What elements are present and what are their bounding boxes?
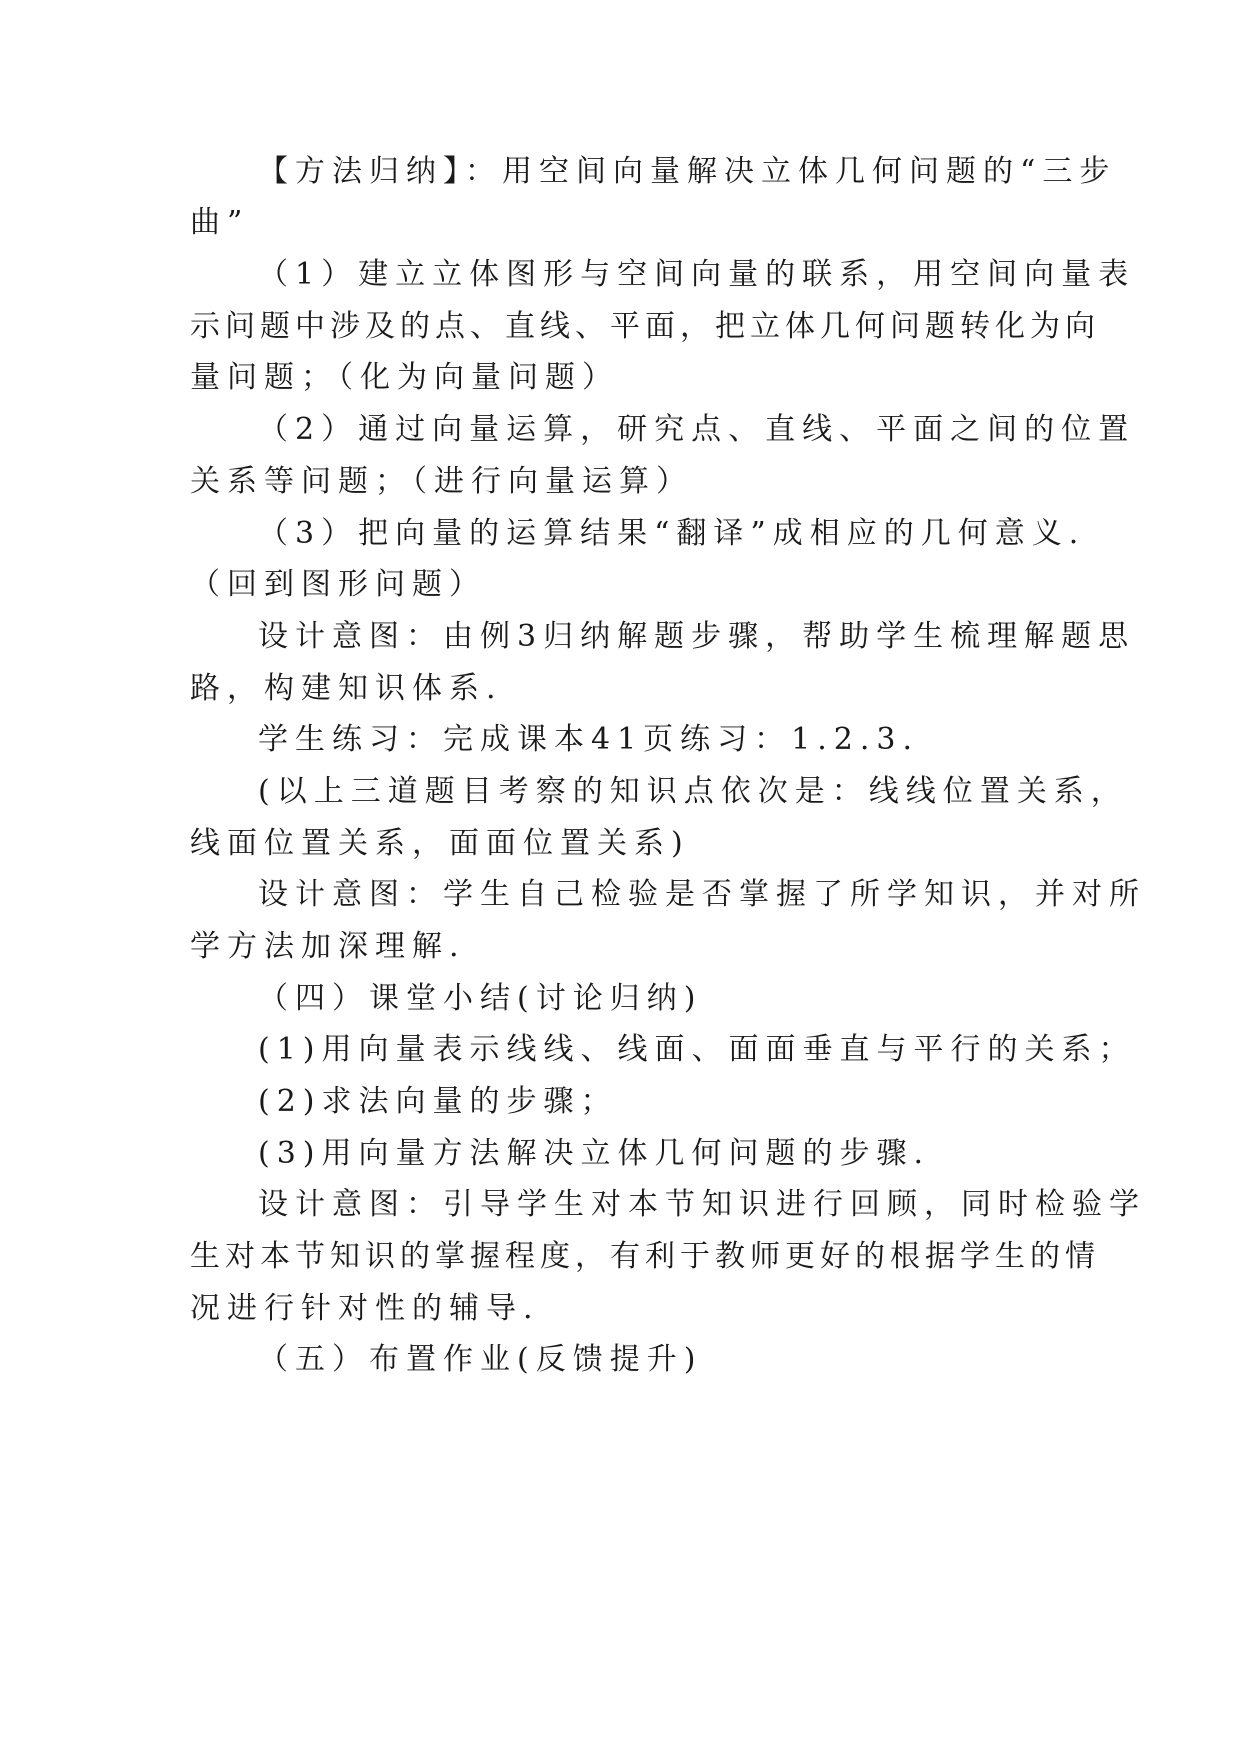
text-line-7: 关系等问题；（进行向量运算） (190, 464, 693, 499)
text-line-13: (以上三道题目考察的知识点依次是：线线位置关系， (258, 774, 1128, 809)
text-line-20: (3)用向量方法解决立体几何问题的步骤. (258, 1136, 931, 1171)
text-line-22: 生对本节知识的掌握程度，有利于教师更好的根据学生的情 (190, 1239, 1100, 1274)
text-line-19: (2)求法向量的步骤； (258, 1084, 618, 1119)
text-line-2: 曲” (190, 205, 250, 240)
text-line-3: （1）建立立体图形与空间向量的联系，用空间向量表 (258, 257, 1136, 292)
text-line-6: （2）通过向量运算，研究点、直线、平面之间的位置 (258, 412, 1136, 447)
text-line-4: 示问题中涉及的点、直线、平面，把立体几何问题转化为向 (190, 309, 1100, 344)
text-line-8: （3）把向量的运算结果“翻译”成相应的几何意义. (258, 516, 1086, 551)
text-line-9: （回到图形问题） (190, 567, 486, 602)
text-line-24: （五）布置作业(反馈提升) (258, 1342, 703, 1377)
text-line-17: （四）课堂小结(讨论归纳) (258, 981, 703, 1016)
text-line-14: 线面位置关系，面面位置关系) (190, 826, 690, 861)
text-line-23: 况进行针对性的辅导. (190, 1291, 540, 1326)
text-line-1: 【方法归纳】：用空间向量解决立体几何问题的“三步 (258, 154, 1117, 189)
text-line-18: (1)用向量表示线线、线面、面面垂直与平行的关系； (258, 1032, 1136, 1067)
text-line-21: 设计意图：引导学生对本节知识进行回顾，同时检验学 (258, 1187, 1146, 1222)
text-line-16: 学方法加深理解. (190, 929, 466, 964)
text-line-5: 量问题；（化为向量问题） (190, 360, 619, 395)
text-line-11: 路，构建知识体系. (190, 671, 503, 706)
text-line-10: 设计意图：由例3归纳解题步骤，帮助学生梳理解题思 (258, 619, 1136, 654)
text-line-12: 学生练习：完成课本41页练习：1.2.3. (258, 722, 920, 757)
text-line-15: 设计意图：学生自己检验是否掌握了所学知识，并对所 (258, 877, 1146, 912)
